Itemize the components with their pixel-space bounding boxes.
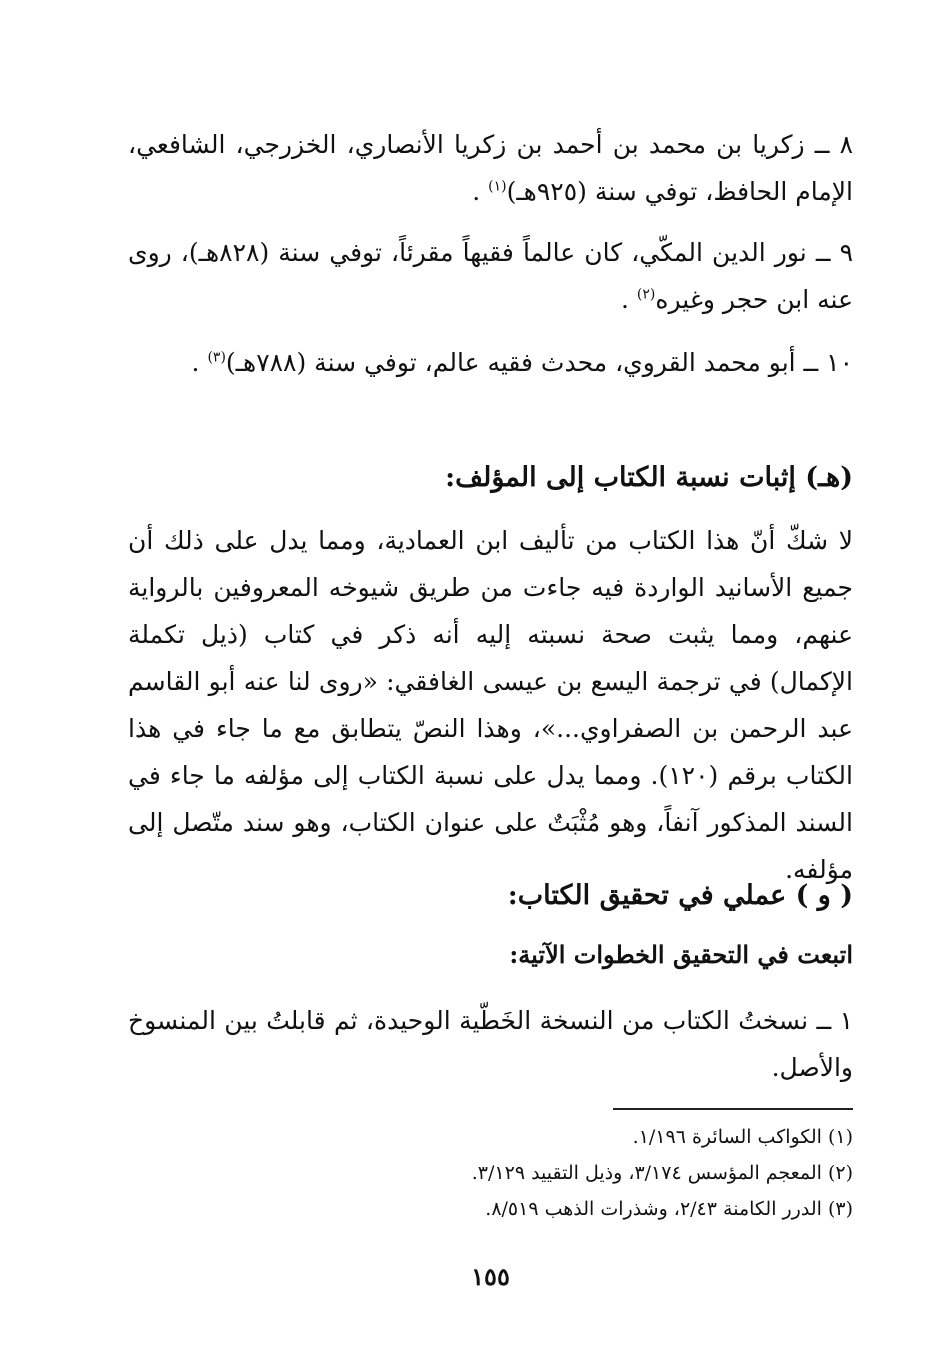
footnote-ref-1: (١) — [488, 178, 507, 195]
footnote-2: (٢) المعجم المؤسس ٣/١٧٤، وذيل التقييد ٣/١٢٩. — [471, 1162, 853, 1184]
footnote-separator — [613, 1108, 853, 1110]
entry-9: ٩ ــ نور الدين المكّي، كان عالماً فقيهاً مقرئاً، توفي سنة (٨٢٨هـ)، روى عنه ابن حجر وغيره$^{(٢)}$ . — [128, 238, 853, 314]
step-1-paragraph: ١ ــ نسختُ الكتاب من النسخة الخَطّية الوحيدة، ثم قابلتُ بين المنسوخ والأصل. — [128, 1006, 853, 1082]
footnote-ref-3: (٣) — [207, 349, 226, 366]
footnote-1: (١) الكواكب السائرة ١/١٩٦. — [632, 1126, 853, 1148]
section-heading-attribution: (هـ) إثبات نسبة الكتاب إلى المؤلف: — [445, 462, 853, 493]
page-number: ١٥٥ — [471, 1262, 510, 1291]
attribution-paragraph: لا شكّ أنّ هذا الكتاب من تأليف ابن العمادية، ومما يدل على ذلك أن جميع الأسانيد الواردة فيه جاءت من طريق شيوخه المعروفين بالرواية عنهم، ومما يثبت صحة نسبته إليه أنه ذكر في كتاب (ذيل تكملة الإكمال) في ترجمة اليسع بن عيسى الغافقي: «روى لنا عنه أبو القاسم عبد الرحمن بن الصفراوي...»، وهذا النصّ يتطابق مع ما جاء في هذا الكتاب برقم (١٢٠). ومما يدل على نسبة الكتاب إلى مؤلفه ما جاء في السند المذكور آنفاً، وهو مُثْبَتٌ على عنوان الكتاب، وهو سند متّصل إلى مؤلفه. — [128, 526, 853, 884]
entry-10: ١٠ ــ أبو محمد القروي، محدث فقيه عالم، توفي سنة (٧٨٨هـ)$^{(٣)}$ . — [191, 348, 853, 377]
entry-8: ٨ ــ زكريا بن محمد بن أحمد بن زكريا الأنصاري، الخزرجي، الشافعي، الإمام الحافظ، توفي سنة (٩٢٥هـ)$^{(١)}$ . — [128, 130, 853, 206]
section-heading-editing-work: ( و ) عملي في تحقيق الكتاب: — [507, 880, 853, 911]
footnote-ref-2: (٢) — [636, 286, 656, 303]
footnote-3: (٣) الدرر الكامنة ٢/٤٣، وشذرات الذهب ٨/٥١٩. — [485, 1198, 853, 1220]
book-page — [128, 0, 853, 1369]
steps-subheading: اتبعت في التحقيق الخطوات الآتية: — [509, 940, 853, 969]
